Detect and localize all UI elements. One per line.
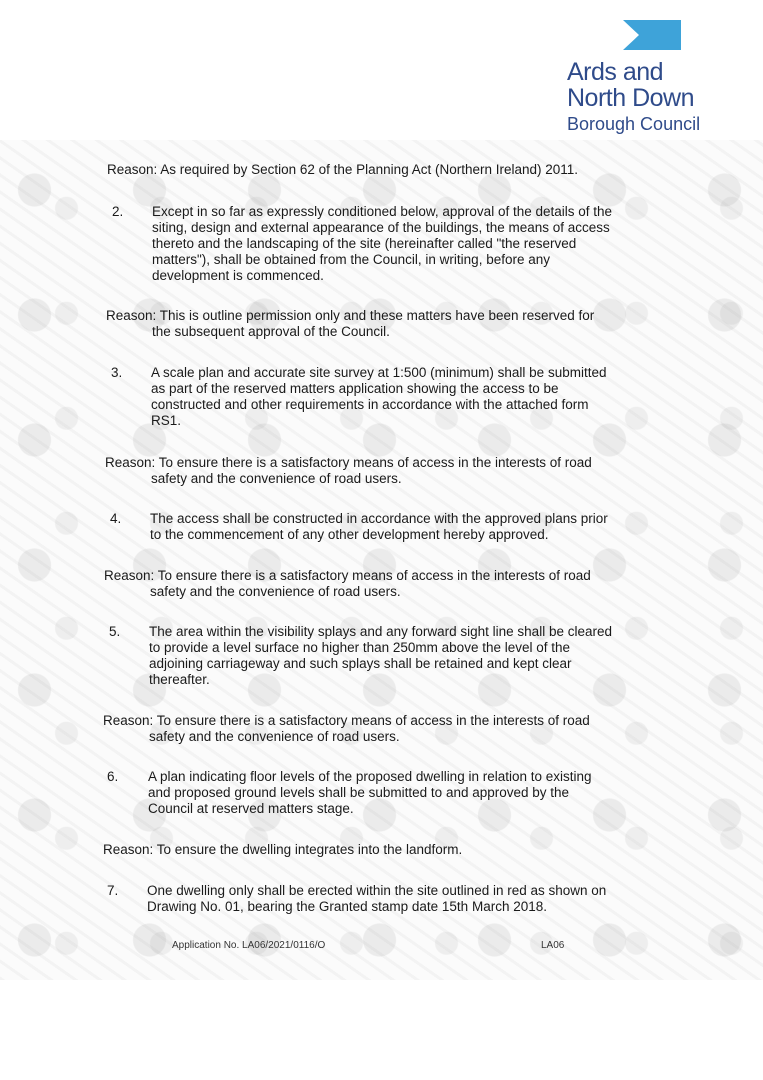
condition-5-line: The area within the visibility splays and any forward sight line shall be cleared — [149, 624, 612, 639]
condition-5-line: adjoining carriageway and such splays shall be retained and kept clear — [149, 656, 572, 671]
condition-3-line: RS1. — [151, 413, 182, 428]
condition-7-line: One dwelling only shall be erected within the site outlined in red as shown on — [147, 883, 607, 898]
application-number: Application No. LA06/2021/0116/O — [172, 940, 326, 951]
condition-number: 5. — [109, 624, 121, 639]
condition-2-line: matters"), shall be obtained from the Council, in writing, before any — [152, 252, 550, 267]
condition-5-line: to provide a level surface no higher than 250mm above the level of the — [149, 640, 571, 655]
condition-4-line: to the commencement of any other development hereby approved. — [150, 527, 549, 542]
condition-4-line: The access shall be constructed in accordance with the approved plans prior — [150, 511, 608, 526]
condition-number: 4. — [110, 511, 122, 526]
condition-2-reason: the subsequent approval of the Council. — [152, 324, 390, 339]
logo-line-2: North Down — [567, 84, 694, 112]
condition-number: 3. — [111, 365, 123, 380]
condition-7-line: Drawing No. 01, bearing the Granted stamp date 15th March 2018. — [147, 899, 547, 914]
condition-6-reason: Reason: To ensure the dwelling integrates into the landform. — [103, 842, 463, 857]
logo-line-1: Ards and — [567, 58, 664, 86]
condition-number: 6. — [107, 769, 119, 784]
condition-4-reason: safety and the convenience of road users. — [150, 584, 401, 599]
condition-6-line: A plan indicating floor levels of the proposed dwelling in relation to existing — [148, 769, 592, 784]
condition-2-reason: Reason: This is outline permission only and these matters have been reserved for — [106, 308, 595, 323]
logo-line-3: Borough Council — [567, 114, 701, 134]
condition-3-line: constructed and other requirements in accordance with the attached form — [151, 397, 589, 412]
condition-3-reason: Reason: To ensure there is a satisfactory means of access in the interests of road — [105, 455, 592, 470]
condition-3-line: as part of the reserved matters application showing the access to be — [151, 381, 559, 396]
condition-4-reason: Reason: To ensure there is a satisfactory means of access in the interests of road — [104, 568, 591, 583]
condition-2-line: development is commenced. — [152, 268, 324, 283]
condition-number: 7. — [107, 883, 119, 898]
condition-2-line: siting, design and external appearance of the buildings, the means of access — [152, 220, 610, 235]
condition-number: 2. — [112, 204, 124, 219]
condition-2-line: Except in so far as expressly conditioned below, approval of the details of the — [152, 204, 613, 219]
condition-5-line: thereafter. — [149, 672, 210, 687]
condition-5-reason: safety and the convenience of road users. — [149, 729, 400, 744]
footer-code: LA06 — [541, 940, 565, 951]
condition-6-line: Council at reserved matters stage. — [148, 801, 354, 816]
condition-6-line: and proposed ground levels shall be submitted to and approved by the — [148, 785, 570, 800]
condition-3-reason: safety and the convenience of road users. — [151, 471, 402, 486]
condition-5-reason: Reason: To ensure there is a satisfactory means of access in the interests of road — [103, 713, 590, 728]
reason-section-62: Reason: As required by Section 62 of the Planning Act (Northern Ireland) 2011. — [107, 162, 579, 177]
condition-3-line: A scale plan and accurate site survey at 1:500 (minimum) shall be submitted — [151, 365, 607, 380]
condition-2-line: thereto and the landscaping of the site (hereinafter called "the reserved — [152, 236, 577, 251]
